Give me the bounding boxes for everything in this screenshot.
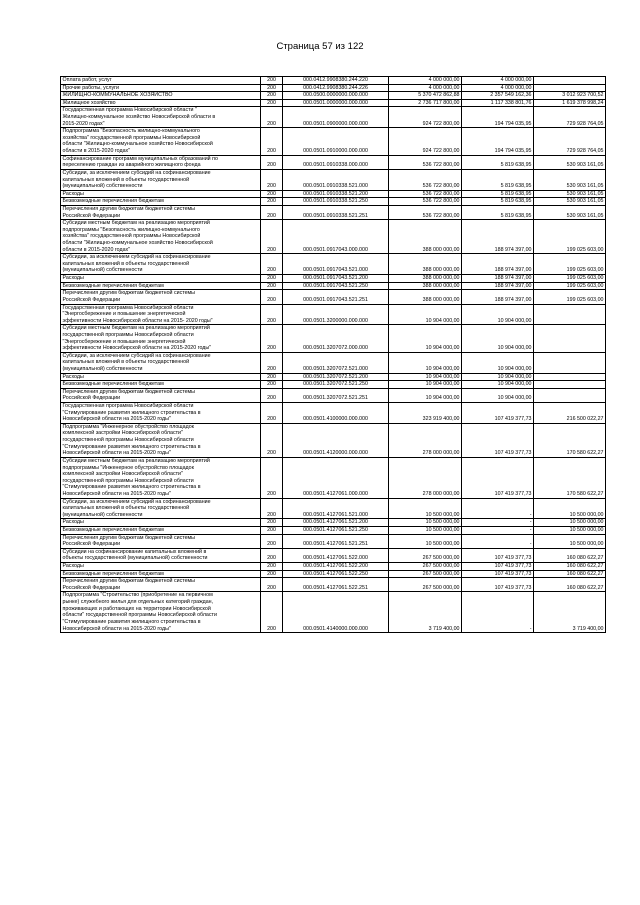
unexecuted-amount-cell: 160 080 622,27 [534, 578, 606, 592]
unexecuted-amount-cell: 199 025 603,00 [534, 220, 606, 254]
unexecuted-amount-cell: 3 012 923 700,52 [534, 92, 606, 100]
budget-classification-code-cell: 000.0501.4127061.521.200 [283, 519, 389, 527]
approved-appropriations-cell: 4 000 000,00 [389, 84, 462, 92]
budget-classification-code-cell: 000.0501.0917043.521.251 [283, 290, 389, 304]
budget-classification-code-cell: 000.0501.4127061.000.000 [283, 457, 389, 498]
unexecuted-amount-cell: 10 500 000,00 [534, 527, 606, 535]
executed-amount-cell: 10 904 000,00 [462, 304, 534, 325]
executed-amount-cell: 107 419 377,73 [462, 457, 534, 498]
unexecuted-amount-cell: 199 025 603,00 [534, 254, 606, 275]
budget-classification-code-cell: 000.0500.0000000.000.000 [283, 92, 389, 100]
table-row [61, 534, 606, 548]
line-code-cell: 200 [261, 498, 283, 519]
unexecuted-amount-cell [534, 84, 606, 92]
expense-name-cell: Жилищное хозяйство [61, 99, 261, 107]
budget-classification-code-cell: 000.0501.0910338.000.000 [283, 155, 389, 169]
line-code-cell: 200 [261, 169, 283, 190]
table-row [61, 548, 606, 562]
budget-classification-code-cell: 000.0501.0000000.000.000 [283, 99, 389, 107]
budget-classification-code-cell: 000.0501.4127061.522.000 [283, 548, 389, 562]
unexecuted-amount-cell [534, 388, 606, 402]
table-row [61, 155, 606, 169]
approved-appropriations-cell: 10 904 000,00 [389, 352, 462, 373]
line-code-cell: 200 [261, 99, 283, 107]
table-row [61, 282, 606, 290]
line-code-cell: 200 [261, 155, 283, 169]
approved-appropriations-cell: 536 722 800,00 [389, 198, 462, 206]
executed-amount-cell: 107 419 377,73 [462, 403, 534, 424]
line-code-cell: 200 [261, 198, 283, 206]
executed-amount-cell: 4 000 000,00 [462, 84, 534, 92]
expense-name-cell: Безвозмездные перечисления бюджетам [61, 198, 261, 206]
budget-classification-code-cell: 000.0501.4127061.521.250 [283, 527, 389, 535]
budget-classification-code-cell: 000.0501.4120000.000.000 [283, 423, 389, 457]
budget-classification-code-cell: 000.0501.0910338.521.000 [283, 169, 389, 190]
table-row [61, 578, 606, 592]
executed-amount-cell: 107 419 377,73 [462, 423, 534, 457]
table-row [61, 77, 606, 85]
expense-name-cell: Государственная программа Новосибирской области "Энергосбережение и повышение энергетической эффективности Новосибирской области на 2015- 2020 годы" [61, 304, 261, 325]
unexecuted-amount-cell: 216 500 022,27 [534, 403, 606, 424]
table-row [61, 570, 606, 578]
unexecuted-amount-cell: 160 080 622,27 [534, 570, 606, 578]
expense-name-cell: Государственная программа Новосибирской области "Стимулирование развития жилищного строительства в Новосибирской области на 2015-2020 годы" [61, 403, 261, 424]
executed-amount-cell: 5 819 638,95 [462, 155, 534, 169]
executed-amount-cell: - [462, 527, 534, 535]
line-code-cell: 200 [261, 304, 283, 325]
line-code-cell: 200 [261, 373, 283, 381]
executed-amount-cell: 107 419 377,73 [462, 548, 534, 562]
unexecuted-amount-cell [534, 304, 606, 325]
approved-appropriations-cell: 2 736 717 800,00 [389, 99, 462, 107]
executed-amount-cell: 1 117 338 801,76 [462, 99, 534, 107]
table-row [61, 169, 606, 190]
executed-amount-cell: - [462, 519, 534, 527]
unexecuted-amount-cell: 160 080 622,27 [534, 563, 606, 571]
line-code-cell: 200 [261, 563, 283, 571]
table-row [61, 527, 606, 535]
line-code-cell: 200 [261, 457, 283, 498]
executed-amount-cell: 194 794 035,95 [462, 107, 534, 128]
unexecuted-amount-cell: 170 580 622,27 [534, 423, 606, 457]
expense-name-cell: Подпрограмма "Инженерное обустройство площадок комплексной застройки Новосибирской области" государственной программы Новосибирской области "Стимулирование развития жилищного строительства в Новосибирской области на 2015-2020 годы" [61, 423, 261, 457]
table-row [61, 205, 606, 219]
table-row [61, 92, 606, 100]
approved-appropriations-cell: 536 722 800,00 [389, 155, 462, 169]
table-row [61, 373, 606, 381]
expense-name-cell: Перечисления другим бюджетам бюджетной системы Российской Федерации [61, 578, 261, 592]
budget-classification-code-cell: 000.0501.0917043.521.000 [283, 254, 389, 275]
table-row [61, 381, 606, 389]
line-code-cell: 200 [261, 548, 283, 562]
line-code-cell: 200 [261, 254, 283, 275]
table-row [61, 190, 606, 198]
unexecuted-amount-cell: 199 025 603,00 [534, 282, 606, 290]
budget-classification-code-cell: 000.0501.4127061.521.000 [283, 498, 389, 519]
unexecuted-amount-cell: 199 025 603,00 [534, 290, 606, 304]
budget-classification-code-cell: 000.0501.0917043.521.200 [283, 275, 389, 283]
line-code-cell: 200 [261, 388, 283, 402]
table-row [61, 563, 606, 571]
expense-name-cell: Государственная программа Новосибирской области " Жилищно-коммунальное хозяйство Новосибирской области в 2015-2020 годах" [61, 107, 261, 128]
table-row [61, 254, 606, 275]
executed-amount-cell: 188 974 397,00 [462, 275, 534, 283]
budget-classification-code-cell: 000.0501.0910000.000.000 [283, 128, 389, 155]
table-row [61, 352, 606, 373]
approved-appropriations-cell: 267 500 000,00 [389, 563, 462, 571]
budget-classification-code-cell: 000.0501.4127061.522.251 [283, 578, 389, 592]
budget-classification-code-cell: 000.0501.3207072.521.251 [283, 388, 389, 402]
table-row [61, 423, 606, 457]
budget-classification-code-cell: 000.0501.3207072.521.000 [283, 352, 389, 373]
budget-classification-code-cell: 000.0501.0917043.521.250 [283, 282, 389, 290]
budget-classification-code-cell: 000.0501.4127061.521.251 [283, 534, 389, 548]
expense-name-cell: Безвозмездные перечисления бюджетам [61, 570, 261, 578]
expense-name-cell: Расходы [61, 275, 261, 283]
unexecuted-amount-cell [534, 77, 606, 85]
executed-amount-cell: 5 819 638,95 [462, 198, 534, 206]
table-row [61, 304, 606, 325]
budget-classification-code-cell: 000.0501.3200000.000.000 [283, 304, 389, 325]
expense-name-cell: Подпрограмма "Строительство (приобретение на первичном рынке) служебного жилья для отдельных категорий граждан, проживающих и работающих на территории Новосибирской области" государственной программы Новосибирской области "Стимулирование развития жилищного строительства в Новосибирской области на 2015-2020 годы" [61, 592, 261, 633]
executed-amount-cell: 107 419 377,73 [462, 563, 534, 571]
line-code-cell: 200 [261, 128, 283, 155]
budget-classification-code-cell: 000.0501.4140000.000.000 [283, 592, 389, 633]
expense-name-cell: Оплата работ, услуг [61, 77, 261, 85]
budget-classification-code-cell: 000.0501.4127061.522.200 [283, 563, 389, 571]
unexecuted-amount-cell: 199 025 603,00 [534, 275, 606, 283]
unexecuted-amount-cell: 530 903 161,05 [534, 205, 606, 219]
budget-classification-code-cell: 000.0501.4100000.000.000 [283, 403, 389, 424]
executed-amount-cell: 5 819 638,95 [462, 190, 534, 198]
line-code-cell: 200 [261, 220, 283, 254]
line-code-cell: 200 [261, 403, 283, 424]
executed-amount-cell: 107 419 377,73 [462, 578, 534, 592]
line-code-cell: 200 [261, 290, 283, 304]
table-row [61, 592, 606, 633]
budget-classification-code-cell: 000.0501.3207072.000.000 [283, 325, 389, 352]
approved-appropriations-cell: 536 722 800,00 [389, 205, 462, 219]
line-code-cell: 200 [261, 534, 283, 548]
line-code-cell: 200 [261, 107, 283, 128]
table-row [61, 403, 606, 424]
approved-appropriations-cell: 267 500 000,00 [389, 548, 462, 562]
table-row [61, 275, 606, 283]
expense-name-cell: Субсидии, за исключением субсидий на софинансирование капитальных вложений в объекты государственной (муниципальной) собственности [61, 254, 261, 275]
approved-appropriations-cell: 278 000 000,00 [389, 457, 462, 498]
approved-appropriations-cell: 388 000 000,00 [389, 254, 462, 275]
expense-name-cell: Безвозмездные перечисления бюджетам [61, 282, 261, 290]
approved-appropriations-cell: 10 500 000,00 [389, 498, 462, 519]
approved-appropriations-cell: 5 370 472 862,88 [389, 92, 462, 100]
approved-appropriations-cell: 10 904 000,00 [389, 304, 462, 325]
executed-amount-cell: 194 794 035,95 [462, 128, 534, 155]
approved-appropriations-cell: 388 000 000,00 [389, 282, 462, 290]
expense-name-cell: Безвозмездные перечисления бюджетам [61, 527, 261, 535]
unexecuted-amount-cell: 530 903 161,05 [534, 190, 606, 198]
approved-appropriations-cell: 388 000 000,00 [389, 290, 462, 304]
approved-appropriations-cell: 924 722 800,00 [389, 128, 462, 155]
table-row [61, 388, 606, 402]
approved-appropriations-cell: 388 000 000,00 [389, 220, 462, 254]
expense-name-cell: Субсидии местным бюджетам на реализацию мероприятий подпрограммы "Инженерное обустройство площадок комплексной застройки Новосибирской области" государственной программы Новосибирской области "Стимулирование развития жилищного строительства в Новосибирской области на 2015-2020 годы" [61, 457, 261, 498]
expense-name-cell: Перечисления другим бюджетам бюджетной системы Российской Федерации [61, 388, 261, 402]
expense-name-cell: Перечисления другим бюджетам бюджетной системы Российской Федерации [61, 534, 261, 548]
unexecuted-amount-cell: 530 903 161,05 [534, 155, 606, 169]
approved-appropriations-cell: 10 500 000,00 [389, 534, 462, 548]
executed-amount-cell: 107 419 377,73 [462, 570, 534, 578]
executed-amount-cell: 10 904 000,00 [462, 352, 534, 373]
executed-amount-cell: 10 904 000,00 [462, 373, 534, 381]
approved-appropriations-cell: 323 919 400,00 [389, 403, 462, 424]
table-row [61, 220, 606, 254]
budget-table-body [61, 77, 606, 633]
expense-name-cell: Перечисления другим бюджетам бюджетной системы Российской Федерации [61, 205, 261, 219]
executed-amount-cell: - [462, 534, 534, 548]
expense-name-cell: Безвозмездные перечисления бюджетам [61, 381, 261, 389]
expense-name-cell: Субсидии на софинансирование капитальных вложений в объекты государственной (муниципальной) собственности [61, 548, 261, 562]
unexecuted-amount-cell: 1 619 378 998,24 [534, 99, 606, 107]
line-code-cell: 200 [261, 84, 283, 92]
table-row [61, 128, 606, 155]
table-row [61, 107, 606, 128]
unexecuted-amount-cell [534, 373, 606, 381]
table-row [61, 198, 606, 206]
line-code-cell: 200 [261, 190, 283, 198]
expense-name-cell: ЖИЛИЩНО-КОММУНАЛЬНОЕ ХОЗЯЙСТВО [61, 92, 261, 100]
line-code-cell: 200 [261, 519, 283, 527]
unexecuted-amount-cell [534, 325, 606, 352]
budget-classification-code-cell: 000.0501.4127061.522.250 [283, 570, 389, 578]
unexecuted-amount-cell: 10 500 000,00 [534, 498, 606, 519]
executed-amount-cell: 10 904 000,00 [462, 381, 534, 389]
executed-amount-cell: 10 904 000,00 [462, 325, 534, 352]
budget-classification-code-cell: 000.0501.3207072.521.200 [283, 373, 389, 381]
table-row [61, 290, 606, 304]
budget-classification-code-cell: 000.0501.0900000.000.000 [283, 107, 389, 128]
budget-classification-code-cell: 000.0501.0910338.521.200 [283, 190, 389, 198]
expense-name-cell: Расходы [61, 190, 261, 198]
executed-amount-cell: 2 357 549 162,36 [462, 92, 534, 100]
expense-name-cell: Субсидии местным бюджетам на реализацию мероприятий государственной программы Новосибирской области "Энергосбережение и повышение энергетической эффективности Новосибирской области на 2015-2020 годы" [61, 325, 261, 352]
table-row [61, 519, 606, 527]
executed-amount-cell: 188 974 397,00 [462, 220, 534, 254]
approved-appropriations-cell: 10 904 000,00 [389, 381, 462, 389]
table-row [61, 84, 606, 92]
unexecuted-amount-cell [534, 352, 606, 373]
expense-name-cell: Расходы [61, 563, 261, 571]
approved-appropriations-cell: 267 500 000,00 [389, 578, 462, 592]
approved-appropriations-cell: 536 722 800,00 [389, 169, 462, 190]
budget-classification-code-cell: 000.0501.0910338.521.250 [283, 198, 389, 206]
approved-appropriations-cell: 388 000 000,00 [389, 275, 462, 283]
expense-name-cell: Прочие работы, услуги [61, 84, 261, 92]
expense-name-cell: Подпрограмма "Безопасность жилищно-коммунального хозяйства" государственной программы Новосибирской области "Жилищно-коммунальное хозяйство Новосибирской области в 2015-2020 годах" [61, 128, 261, 155]
approved-appropriations-cell: 10 904 000,00 [389, 388, 462, 402]
table-row [61, 99, 606, 107]
expense-name-cell: Субсидии, за исключением субсидий на софинансирование капитальных вложений в объекты государственной (муниципальной) собственности [61, 352, 261, 373]
line-code-cell: 200 [261, 205, 283, 219]
expense-name-cell: Софинансирование программ муниципальных образований по переселению граждан из аварийного жилищного фонда [61, 155, 261, 169]
approved-appropriations-cell: 924 722 800,00 [389, 107, 462, 128]
expense-name-cell: Субсидии местным бюджетам на реализацию мероприятий подпрограммы "Безопасность жилищно-коммунального хозяйства" государственной программы Новосибирской области "Жилищно-коммунальное хозяйство Новосибирской области в 2015-2020 годах" [61, 220, 261, 254]
table-row [61, 325, 606, 352]
budget-execution-table [60, 76, 606, 633]
unexecuted-amount-cell: 160 080 622,27 [534, 548, 606, 562]
approved-appropriations-cell: 10 904 000,00 [389, 325, 462, 352]
line-code-cell: 200 [261, 570, 283, 578]
executed-amount-cell: 188 974 397,00 [462, 290, 534, 304]
expense-name-cell: Перечисления другим бюджетам бюджетной системы Российской Федерации [61, 290, 261, 304]
line-code-cell: 200 [261, 352, 283, 373]
line-code-cell: 200 [261, 77, 283, 85]
budget-classification-code-cell: 000.0501.0917043.000.000 [283, 220, 389, 254]
budget-classification-code-cell: 000.0501.3207072.521.250 [283, 381, 389, 389]
line-code-cell: 200 [261, 282, 283, 290]
unexecuted-amount-cell: 530 903 161,05 [534, 198, 606, 206]
approved-appropriations-cell: 10 500 000,00 [389, 527, 462, 535]
unexecuted-amount-cell: 729 928 764,05 [534, 107, 606, 128]
approved-appropriations-cell: 10 904 000,00 [389, 373, 462, 381]
executed-amount-cell: - [462, 592, 534, 633]
unexecuted-amount-cell: 10 500 000,00 [534, 534, 606, 548]
table-row [61, 457, 606, 498]
table-row [61, 498, 606, 519]
approved-appropriations-cell: 278 000 000,00 [389, 423, 462, 457]
line-code-cell: 200 [261, 92, 283, 100]
executed-amount-cell: 10 904 000,00 [462, 388, 534, 402]
expense-name-cell: Субсидии, за исключением субсидий на софинансирование капитальных вложений в объекты государственной (муниципальной) собственности [61, 169, 261, 190]
budget-classification-code-cell: 000.0412.9908380.244.226 [283, 84, 389, 92]
expense-name-cell: Субсидии, за исключением субсидий на софинансирование капитальных вложений в объекты государственной (муниципальной) собственности [61, 498, 261, 519]
executed-amount-cell: 5 819 638,95 [462, 205, 534, 219]
approved-appropriations-cell: 4 000 000,00 [389, 77, 462, 85]
executed-amount-cell: 5 819 638,95 [462, 169, 534, 190]
line-code-cell: 200 [261, 275, 283, 283]
approved-appropriations-cell: 536 722 800,00 [389, 190, 462, 198]
unexecuted-amount-cell: 3 719 400,00 [534, 592, 606, 633]
page-number-label: Страница 57 из 122 [276, 41, 364, 52]
approved-appropriations-cell: 10 500 000,00 [389, 519, 462, 527]
line-code-cell: 200 [261, 578, 283, 592]
expense-name-cell: Расходы [61, 373, 261, 381]
approved-appropriations-cell: 3 719 400,00 [389, 592, 462, 633]
budget-classification-code-cell: 000.0412.9908380.244.220 [283, 77, 389, 85]
line-code-cell: 200 [261, 381, 283, 389]
expense-name-cell: Расходы [61, 519, 261, 527]
unexecuted-amount-cell: 729 928 764,05 [534, 128, 606, 155]
unexecuted-amount-cell: 530 903 161,05 [534, 169, 606, 190]
budget-classification-code-cell: 000.0501.0910338.521.251 [283, 205, 389, 219]
unexecuted-amount-cell [534, 381, 606, 389]
line-code-cell: 200 [261, 423, 283, 457]
executed-amount-cell: 188 974 397,00 [462, 254, 534, 275]
executed-amount-cell: 188 974 397,00 [462, 282, 534, 290]
executed-amount-cell: 4 000 000,00 [462, 77, 534, 85]
executed-amount-cell: - [462, 498, 534, 519]
unexecuted-amount-cell: 170 580 622,27 [534, 457, 606, 498]
unexecuted-amount-cell: 10 500 000,00 [534, 519, 606, 527]
line-code-cell: 200 [261, 325, 283, 352]
line-code-cell: 200 [261, 592, 283, 633]
line-code-cell: 200 [261, 527, 283, 535]
approved-appropriations-cell: 267 500 000,00 [389, 570, 462, 578]
